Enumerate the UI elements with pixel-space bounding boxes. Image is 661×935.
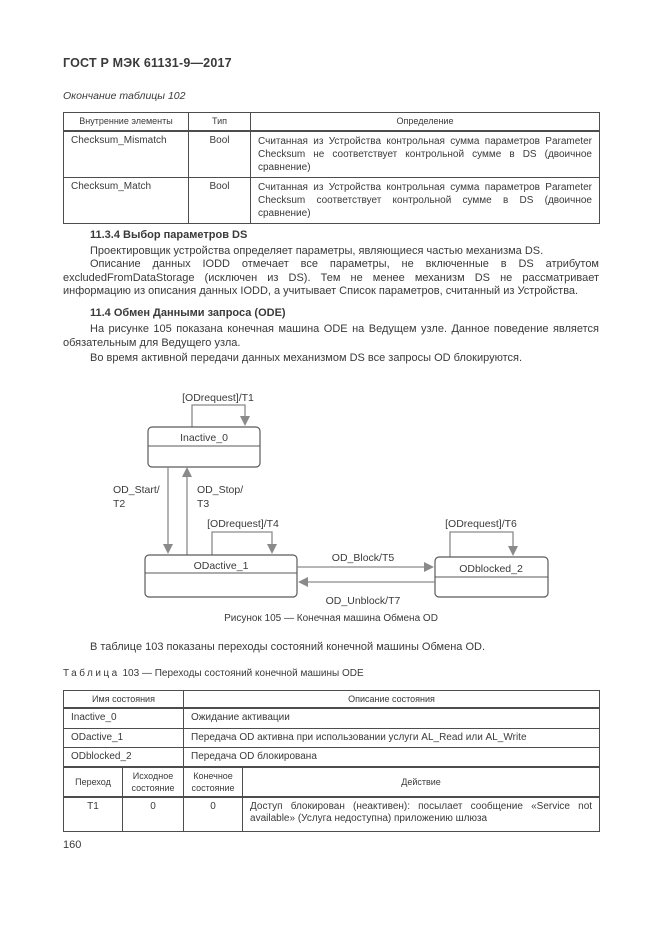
table-102-header-definition: Определение — [251, 113, 600, 131]
table-103-header-transition: Переход — [64, 767, 123, 797]
paragraph: Проектировщик устройства определяет параметры, являющиеся частью механизма DS. — [90, 245, 544, 257]
table-102-cell-definition: Считанная из Устройства контрольная сумма параметров Parameter Checksum не соответствует контрольной сумме в DS (двоичное сравнение) — [251, 131, 600, 178]
transition-label-t6: [ODrequest]/T6 — [445, 518, 517, 530]
table-102 — [63, 112, 600, 224]
transition-label-t3-line2: T3 — [197, 498, 210, 510]
transition-label-t4: [ODrequest]/T4 — [207, 518, 279, 530]
table-102-cell-definition: Считанная из Устройства контрольная сумма параметров Parameter Checksum соответствует контрольной сумме в DS (двоичное сравнение) — [251, 177, 600, 223]
table-102-cell-type: Bool — [189, 177, 251, 223]
state-label-odblocked-2: ODblocked_2 — [459, 563, 523, 575]
table-103-cell-source: 0 — [123, 797, 184, 831]
transition-line-t4 — [212, 532, 272, 555]
arrowhead-icon — [163, 544, 173, 554]
paragraph: Описание данных IODD отмечает все параметры, не включенные в DS атрибутом excludedFromDataStorage (исключен из DS). Тем не менее механизм DS не рассматривает информацию из описания данных IODD, а учитывает Список параметров, считанный из Устройства. — [63, 258, 599, 297]
state-label-odactive-1: ODactive_1 — [193, 560, 249, 572]
table-103 — [63, 690, 600, 832]
paragraph: На рисунке 105 показана конечная машина ODE на Ведущем узле. Данное поведение является обязательным для Ведущего узла. — [63, 323, 599, 349]
section-heading-11-3-4: 11.3.4 Выбор параметров DS — [90, 229, 248, 241]
arrowhead-icon — [267, 544, 277, 554]
section-heading-11-4: 11.4 Обмен Данными запроса (ODE) — [90, 307, 286, 319]
arrowhead-icon — [424, 562, 434, 572]
transition-line-t1 — [192, 405, 245, 427]
table-102-cell-element: Checksum_Match — [64, 177, 189, 223]
state-machine-diagram — [55, 383, 605, 628]
figure-caption: Рисунок 105 — Конечная машина Обмена OD — [224, 613, 438, 624]
table-102-header-type: Тип — [189, 113, 251, 131]
arrowhead-icon — [182, 467, 192, 477]
arrowhead-icon — [508, 546, 518, 556]
table-103-header-state-name: Имя состояния — [64, 691, 184, 709]
table-103-cell-desc: Передача OD активна при использовании услуги AL_Read или AL_Write — [184, 728, 600, 747]
state-label-inactive-0: Inactive_0 — [180, 432, 228, 444]
table-103-cell-state: ODblocked_2 — [64, 747, 184, 767]
table-row — [64, 131, 600, 178]
table-103-caption-text: 103 — Переходы состояний конечной машины ODE — [122, 668, 364, 679]
arrowhead-icon — [298, 577, 308, 587]
table-103-cell-target: 0 — [184, 797, 243, 831]
paragraph: В таблице 103 показаны переходы состояний конечной машины Обмена OD. — [90, 641, 486, 653]
transition-label-t3-line1: OD_Stop/ — [197, 484, 244, 496]
table-102-continuation-caption: Окончание таблицы 102 — [63, 90, 186, 102]
table-103-caption — [63, 668, 364, 679]
table-103-cell-state: Inactive_0 — [64, 708, 184, 728]
table-102-cell-type: Bool — [189, 131, 251, 178]
table-103-cell-action: Доступ блокирован (неактивен): посылает сообщение «Service not available» (Услуга недоступна) приложению шлюза — [243, 797, 600, 831]
table-103-cell-state: ODactive_1 — [64, 728, 184, 747]
table-row — [64, 708, 600, 728]
table-102-header-elements: Внутренние элементы — [64, 113, 189, 131]
table-103-header-source-state: Исходное состояние — [123, 767, 184, 797]
table-103-header-state-desc: Описание состояния — [184, 691, 600, 709]
table-103-cell-desc: Передача OD блокирована — [184, 747, 600, 767]
table-row — [64, 177, 600, 223]
page-number: 160 — [63, 839, 82, 851]
transition-label-t2-line1: OD_Start/ — [113, 484, 160, 496]
table-row — [64, 797, 600, 831]
table-103-header-target-state: Конечное состояние — [184, 767, 243, 797]
table-103-cell-transition: T1 — [64, 797, 123, 831]
paragraph: Во время активной передачи данных механизмом DS все запросы OD блокируются. — [90, 352, 523, 364]
document-title: ГОСТ Р МЭК 61131-9—2017 — [63, 56, 232, 70]
transition-label-t1: [ODrequest]/T1 — [182, 392, 254, 404]
arrowhead-icon — [240, 416, 250, 426]
table-103-transition-header-row — [64, 767, 600, 797]
table-102-cell-element: Checksum_Mismatch — [64, 131, 189, 178]
transition-line-t6 — [450, 532, 513, 557]
table-102-header-row — [64, 113, 600, 131]
table-row — [64, 728, 600, 747]
table-103-caption-word: Таблица — [63, 668, 120, 679]
table-row — [64, 747, 600, 767]
transition-label-t5: OD_Block/T5 — [331, 552, 395, 564]
table-103-header-action: Действие — [243, 767, 600, 797]
table-103-cell-desc: Ожидание активации — [184, 708, 600, 728]
transition-label-t7: OD_Unblock/T7 — [325, 595, 401, 607]
transition-label-t2-line2: T2 — [113, 498, 126, 510]
table-103-state-header-row — [64, 691, 600, 709]
